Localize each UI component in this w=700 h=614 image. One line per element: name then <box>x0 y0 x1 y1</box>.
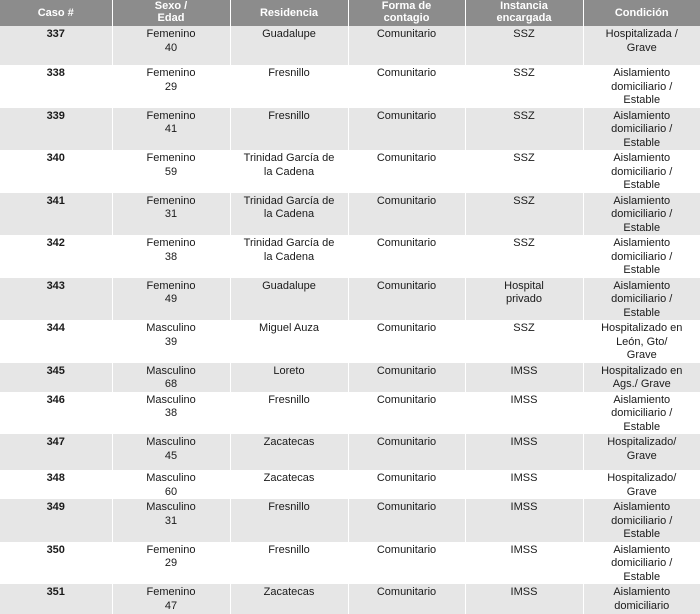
cell-sexo-edad: Masculino 39 <box>112 320 230 363</box>
cell-residencia: Fresnillo <box>230 499 348 542</box>
cell-forma-contagio: Comunitario <box>348 499 465 542</box>
cell-residencia: Trinidad García de la Cadena <box>230 193 348 236</box>
cell-sexo-edad: Femenino 31 <box>112 193 230 236</box>
cell-sexo-edad: Femenino 59 <box>112 150 230 193</box>
cell-caso: 345 <box>0 363 112 392</box>
cell-instancia: IMSS <box>465 363 583 392</box>
table-row <box>0 542 700 585</box>
cell-caso: 338 <box>0 65 112 108</box>
cell-condicion: Aislamiento domiciliario / Estable <box>583 65 700 108</box>
cell-sexo-edad: Femenino 40 <box>112 26 230 65</box>
cell-forma-contagio: Comunitario <box>348 26 465 65</box>
cell-instancia: IMSS <box>465 499 583 542</box>
cell-residencia: Trinidad García de la Cadena <box>230 235 348 278</box>
table-row <box>0 499 700 542</box>
cell-forma-contagio: Comunitario <box>348 108 465 151</box>
cell-instancia: SSZ <box>465 108 583 151</box>
cell-caso: 342 <box>0 235 112 278</box>
cell-sexo-edad: Femenino 49 <box>112 278 230 321</box>
table-row <box>0 65 700 108</box>
cell-forma-contagio: Comunitario <box>348 584 465 614</box>
table-row <box>0 363 700 392</box>
cell-instancia: SSZ <box>465 150 583 193</box>
cell-forma-contagio: Comunitario <box>348 434 465 470</box>
cell-sexo-edad: Masculino 60 <box>112 470 230 499</box>
table-header-row <box>0 0 700 26</box>
cell-condicion: Aislamiento domiciliario / Estable <box>583 542 700 585</box>
cell-residencia: Miguel Auza <box>230 320 348 363</box>
header-forma-contagio: Forma de contagio <box>348 0 465 26</box>
cell-sexo-edad: Femenino 47 <box>112 584 230 614</box>
cell-instancia: SSZ <box>465 65 583 108</box>
header-sexo-edad: Sexo / Edad <box>112 0 230 26</box>
cell-forma-contagio: Comunitario <box>348 278 465 321</box>
cell-residencia: Fresnillo <box>230 65 348 108</box>
cell-instancia: SSZ <box>465 235 583 278</box>
cell-residencia: Loreto <box>230 363 348 392</box>
cell-residencia: Zacatecas <box>230 470 348 499</box>
cell-caso: 346 <box>0 392 112 435</box>
cell-condicion: Aislamiento domiciliario / Estable <box>583 108 700 151</box>
table-row <box>0 584 700 614</box>
cell-instancia: IMSS <box>465 392 583 435</box>
cell-sexo-edad: Masculino 38 <box>112 392 230 435</box>
cell-sexo-edad: Femenino 29 <box>112 65 230 108</box>
cell-instancia: IMSS <box>465 542 583 585</box>
cell-sexo-edad: Masculino 45 <box>112 434 230 470</box>
table-body <box>0 26 700 614</box>
cell-residencia: Fresnillo <box>230 542 348 585</box>
cell-forma-contagio: Comunitario <box>348 392 465 435</box>
cell-instancia: SSZ <box>465 26 583 65</box>
cell-caso: 339 <box>0 108 112 151</box>
cell-condicion: Aislamiento domiciliario <box>583 584 700 614</box>
cell-condicion: Aislamiento domiciliario / Estable <box>583 150 700 193</box>
cell-caso: 349 <box>0 499 112 542</box>
table-row <box>0 434 700 470</box>
table-row <box>0 150 700 193</box>
cell-forma-contagio: Comunitario <box>348 65 465 108</box>
cell-residencia: Guadalupe <box>230 26 348 65</box>
table-row <box>0 26 700 65</box>
cell-forma-contagio: Comunitario <box>348 542 465 585</box>
cell-forma-contagio: Comunitario <box>348 470 465 499</box>
cell-residencia: Zacatecas <box>230 584 348 614</box>
cell-forma-contagio: Comunitario <box>348 193 465 236</box>
cell-caso: 340 <box>0 150 112 193</box>
cell-caso: 337 <box>0 26 112 65</box>
cell-sexo-edad: Masculino 31 <box>112 499 230 542</box>
table-row <box>0 392 700 435</box>
cell-caso: 341 <box>0 193 112 236</box>
cell-sexo-edad: Masculino 68 <box>112 363 230 392</box>
cell-condicion: Hospitalizada / Grave <box>583 26 700 65</box>
cell-condicion: Hospitalizado en Ags./ Grave <box>583 363 700 392</box>
cell-instancia: IMSS <box>465 434 583 470</box>
cell-condicion: Aislamiento domiciliario / Estable <box>583 499 700 542</box>
table-row <box>0 278 700 321</box>
table-row <box>0 320 700 363</box>
cell-forma-contagio: Comunitario <box>348 235 465 278</box>
cell-condicion: Aislamiento domiciliario / Estable <box>583 235 700 278</box>
cell-caso: 347 <box>0 434 112 470</box>
cell-instancia: Hospital privado <box>465 278 583 321</box>
cell-residencia: Zacatecas <box>230 434 348 470</box>
header-condicion: Condición <box>583 0 700 26</box>
cell-residencia: Fresnillo <box>230 108 348 151</box>
header-caso: Caso # <box>0 0 112 26</box>
cell-instancia: IMSS <box>465 470 583 499</box>
cell-instancia: SSZ <box>465 193 583 236</box>
cell-forma-contagio: Comunitario <box>348 320 465 363</box>
cell-condicion: Aislamiento domiciliario / Estable <box>583 392 700 435</box>
cell-forma-contagio: Comunitario <box>348 363 465 392</box>
header-instancia: Instancia encargada <box>465 0 583 26</box>
cell-caso: 348 <box>0 470 112 499</box>
cell-forma-contagio: Comunitario <box>348 150 465 193</box>
header-residencia: Residencia <box>230 0 348 26</box>
cell-condicion: Aislamiento domiciliario / Estable <box>583 193 700 236</box>
cell-condicion: Hospitalizado en León, Gto/ Grave <box>583 320 700 363</box>
cell-caso: 351 <box>0 584 112 614</box>
cell-caso: 344 <box>0 320 112 363</box>
cell-condicion: Hospitalizado/ Grave <box>583 470 700 499</box>
cell-sexo-edad: Femenino 29 <box>112 542 230 585</box>
table-row <box>0 193 700 236</box>
table-row <box>0 108 700 151</box>
table-row <box>0 470 700 499</box>
cell-condicion: Aislamiento domiciliario / Estable <box>583 278 700 321</box>
cell-caso: 350 <box>0 542 112 585</box>
cell-residencia: Trinidad García de la Cadena <box>230 150 348 193</box>
cell-instancia: SSZ <box>465 320 583 363</box>
cell-caso: 343 <box>0 278 112 321</box>
cell-residencia: Fresnillo <box>230 392 348 435</box>
cell-condicion: Hospitalizado/ Grave <box>583 434 700 470</box>
cell-instancia: IMSS <box>465 584 583 614</box>
table-row <box>0 235 700 278</box>
cell-sexo-edad: Femenino 38 <box>112 235 230 278</box>
cell-residencia: Guadalupe <box>230 278 348 321</box>
cell-sexo-edad: Femenino 41 <box>112 108 230 151</box>
